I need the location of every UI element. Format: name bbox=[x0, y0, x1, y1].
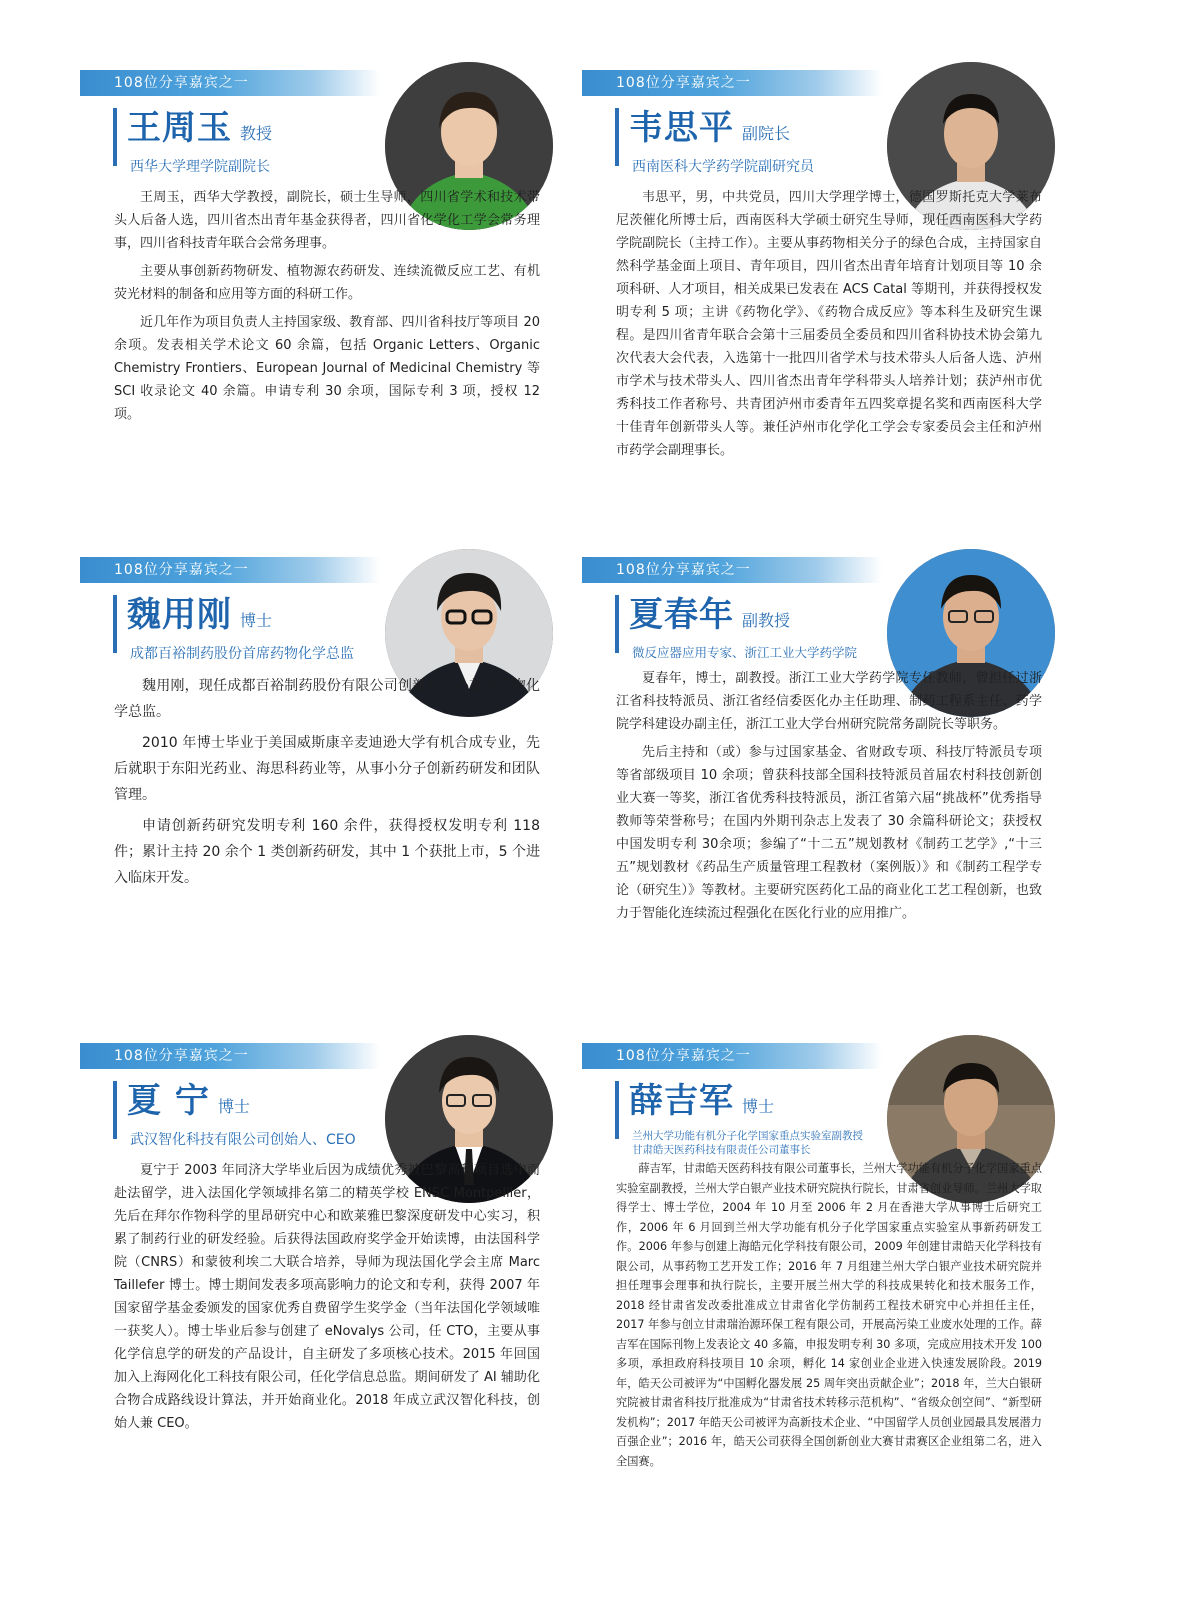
speaker-banner: 108位分享嘉宾之一 bbox=[582, 70, 882, 96]
speaker-bio bbox=[616, 667, 1042, 930]
speaker-title: 博士 bbox=[240, 611, 273, 630]
speaker-affiliation: 微反应器应用专家、浙江工业大学药学院 bbox=[632, 645, 858, 660]
bio-paragraph: 主要从事创新药物研发、植物源农药研发、连续流微反应工艺、有机荧光材料的制备和应用等方面的科研工作。 bbox=[114, 264, 540, 302]
speaker-bio bbox=[114, 673, 540, 896]
speaker-affiliation: 西南医科大学药学院副研究员 bbox=[632, 159, 814, 175]
affiliation-line: 兰州大学功能有机分子化学国家重点实验室副教授 bbox=[632, 1130, 863, 1142]
bio-paragraph: 魏用刚，现任成都百裕制药股份有限公司创新药中心首席药物化学总监。 bbox=[114, 678, 540, 720]
speaker-title: 教授 bbox=[240, 124, 273, 143]
speaker-affiliation: 西华大学理学院副院长 bbox=[130, 159, 270, 175]
speaker-bio bbox=[616, 1159, 1042, 1471]
speaker-banner: 108位分享嘉宾之一 bbox=[80, 70, 380, 96]
speaker-title: 副院长 bbox=[742, 124, 791, 143]
name-accent-bar bbox=[113, 108, 117, 166]
speaker-banner: 108位分享嘉宾之一 bbox=[582, 1043, 882, 1069]
bio-paragraph: 夏宁于 2003 年同济大学毕业后因为成绩优秀被巴黎高科项目选中而赴法留学，进入法国化学领域排名第二的精英学校 ENSC Montpellier，先后在拜尔作物科学的里昂研究中心和欧莱雅巴黎深度研发中心实习，积累了制药行业的研发经验。后获得法国政府奖学金开始读博，由法国科学院（CNRS）和蒙彼利埃二大联合培养，导师为现法国化学会主席 Marc Taillefer 博士。博士期间发表多项高影响力的论文和专利，获得 2007 年国家留学基金委颁发的国家优秀自费留学生奖学金（当年法国化学领域唯一获奖人）。博士毕业后参与创建了 eNovalys 公司，任 CTO，主要从事化学信息学的研发的产品设计，自主研发了多项核心技术。2015 年回国加入上海网化化工科技有限公司，任化学信息总监。期间研发了 AI 辅助化合物合成路线设计算法，并开始商业化。2018 年成立武汉智化科技，创始人兼 CEO。 bbox=[114, 1163, 540, 1431]
name-accent-bar bbox=[113, 595, 117, 653]
speaker-banner: 108位分享嘉宾之一 bbox=[582, 557, 882, 583]
bio-paragraph: 先后主持和（或）参与过国家基金、省财政专项、科技厅特派员专项等省部级项目 10 余项；曾获科技部全国科技特派员首届农村科技创新创业大赛一等奖，浙江省优秀科技特派员，浙江省第六届“挑战杯”优秀指导教师等荣誉称号；在国内外期刊杂志上发表了 30 余篇科研论文；获授权中国发明专利 30余项；参编了“十二五”规划教材《制药工艺学》,“十三五”规划教材《药品生产质量管理工程教材（案例版）》和《制药工程学专论（研究生）》等教材。主要研究医药化工品的商业化工艺工程创新，也致力于智能化连续流过程强化在医化行业的应用推广。 bbox=[616, 745, 1042, 921]
name-accent-bar bbox=[113, 1081, 117, 1139]
speaker-name: 魏用刚 博士 bbox=[127, 595, 273, 635]
name-accent-bar bbox=[615, 108, 619, 166]
bio-paragraph: 近几年作为项目负责人主持国家级、教育部、四川省科技厅等项目 20 余项。发表相关学术论文 60 余篇，包括 Organic Letters、Organic Chemistry Frontiers、European Journal of Medicinal Chemistry 等 SCI 收录论文 40 余篇。申请专利 30 余项，国际专利 3 项，授权 12 项。 bbox=[114, 315, 540, 422]
bio-paragraph: 韦思平，男，中共党员，四川大学理学博士，德国罗斯托克大学莱布尼茨催化所博士后，西南医科大学硕士研究生导师，现任西南医科大学药学院副院长（主持工作）。主要从事药物相关分子的绿色合成，主持国家自然科学基金面上项目、青年项目，四川省杰出青年培育计划项目等 10 余项科研、人才项目，相关成果已发表在 ACS Catal 等期刊，并获得授权发明专利 5 项；主讲《药物化学》、《药物合成反应》等本科生及研究生课程。是四川省青年联合会第十三届委员全委员和四川省科协技术协会第九次代表大会代表，入选第十一批四川省学术与技术带头人后备人选、泸州市学术与技术带头人、四川省杰出青年学科带头人培养计划；获泸州市优秀科技工作者称号、共青团泸州市委青年五四奖章提名奖和西南医科大学十佳青年创新带头人等。兼任泸州市化学化工学会专家委员会主任和泸州市药学会副理事长。 bbox=[616, 190, 1042, 458]
speaker-banner: 108位分享嘉宾之一 bbox=[80, 1043, 380, 1069]
speaker-affiliation: 武汉智化科技有限公司创始人、CEO bbox=[130, 1132, 356, 1148]
affiliation-line: 甘肃皓天医药科技有限责任公司董事长 bbox=[632, 1144, 811, 1156]
speaker-name: 韦思平 副院长 bbox=[629, 108, 791, 148]
speaker-bio bbox=[114, 1159, 540, 1440]
speaker-title: 博士 bbox=[742, 1097, 775, 1116]
speaker-name: 王周玉 教授 bbox=[127, 108, 273, 148]
bio-paragraph: 薛吉军，甘肃皓天医药科技有限公司董事长，兰州大学功能有机分子化学国家重点实验室副教授，兰州大学白银产业技术研究院执行院长，甘肃省创业导师。兰州大学取得学士、博士学位，2004 年 10 月至 2006 年 2 月在香港大学从事博士后研究工作，2006 年 6 月回到兰州大学功能有机分子化学国家重点实验室从事新药研发工作。2006 年参与创建上海皓元化学科技有限公司，2009 年创建甘肃皓天化学科技有限公司，从事药物工艺开发工作；2016 年 7 月组建兰州大学白银产业技术研究院并担任理事会理事和执行院长，主要开展兰州大学的科技成果转化和技术服务工作，2018 经甘肃省发改委批准成立甘肃省化学仿制药工程技术研究中心并担任主任，2017 年参与创立甘肃瑞治源环保工程有限公司，开展高污染工业废水处理的工作。薛吉军在国际刊物上发表论文 40 多篇，申报发明专利 30 多项，完成应用技术开发 100 多项，承担政府科技项目 10 余项，孵化 14 家创业企业进入快速发展阶段。2019 年，皓天公司被评为“中国孵化器发展 25 周年突出贡献企业”；2018 年，兰大白银研究院被甘肃省科技厅批准成为“甘肃省技术转移示范机构”、“省级众创空间”、“新型研发机构”；2017 年皓天公司被评为高新技术企业、“中国留学人员创业园最具发展潜力百强企业”；2016 年，皓天公司获得全国创新创业大赛甘肃赛区企业组第二名，进入全国赛。 bbox=[616, 1162, 1042, 1468]
name-accent-bar bbox=[615, 595, 619, 653]
speaker-affiliation: 成都百裕制药股份首席药物化学总监 bbox=[130, 646, 354, 662]
speaker-name: 夏春年 副教授 bbox=[629, 595, 791, 635]
speaker-bio bbox=[616, 186, 1042, 467]
name-accent-bar bbox=[615, 1081, 619, 1139]
bio-paragraph: 2010 年博士毕业于美国威斯康辛麦迪逊大学有机合成专业，先后就职于东阳光药业、海思科药业等，从事小分子创新药研发和团队管理。 bbox=[114, 735, 540, 803]
speaker-name: 薛吉军 博士 bbox=[629, 1081, 775, 1121]
speaker-title: 博士 bbox=[217, 1097, 250, 1116]
bio-paragraph: 夏春年，博士，副教授。浙江工业大学药学院专任教师，曾担任过浙江省科技特派员、浙江省经信委医化办主任助理、制药工程系主任、药学院学科建设办副主任，浙江工业大学台州研究院常务副院长等职务。 bbox=[616, 671, 1042, 732]
speaker-banner: 108位分享嘉宾之一 bbox=[80, 557, 380, 583]
speaker-affiliation bbox=[632, 1129, 863, 1157]
speaker-title: 副教授 bbox=[742, 611, 791, 630]
bio-paragraph: 王周玉，西华大学教授，副院长，硕士生导师，四川省学术和技术带头人后备人选，四川省杰出青年基金获得者，四川省化学化工学会常务理事，四川省科技青年联合会常务理事。 bbox=[114, 190, 540, 251]
speaker-bio bbox=[114, 186, 540, 431]
bio-paragraph: 申请创新药研究发明专利 160 余件，获得授权发明专利 118 件；累计主持 20 余个 1 类创新药研发，其中 1 个获批上市，5 个进入临床开发。 bbox=[114, 818, 540, 886]
speaker-name: 夏 宁 博士 bbox=[127, 1081, 250, 1121]
